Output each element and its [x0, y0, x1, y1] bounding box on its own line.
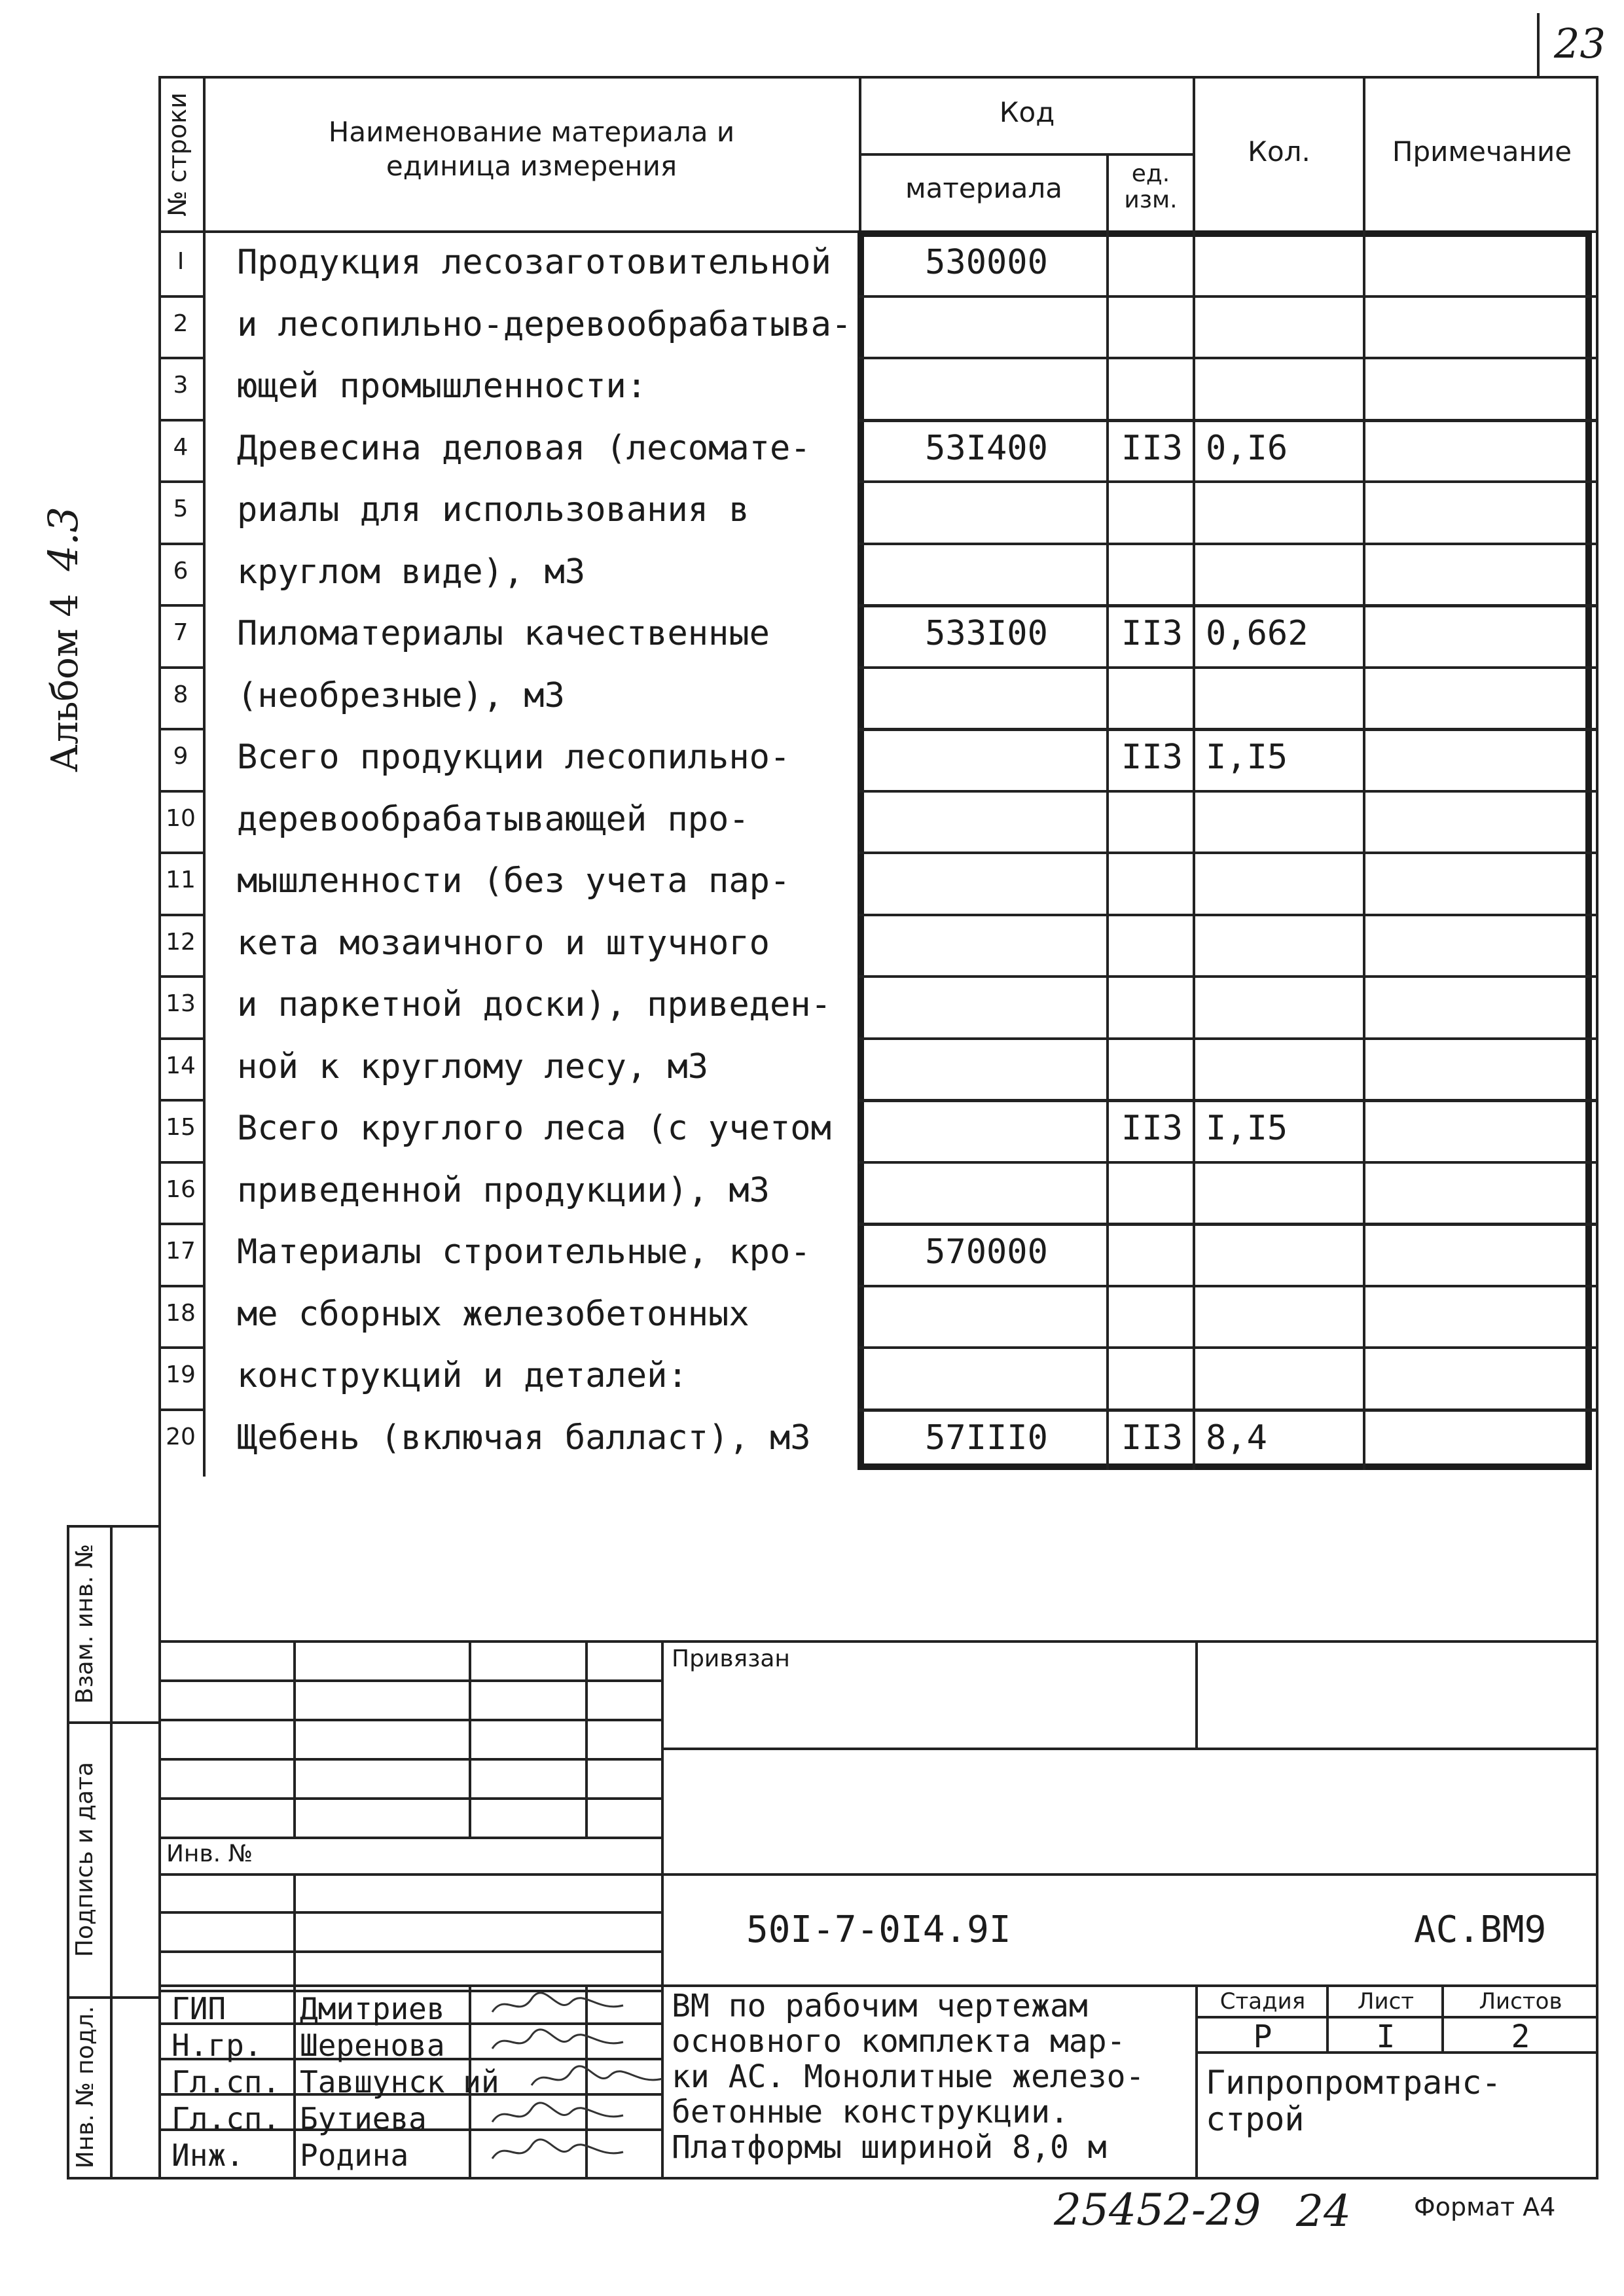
- doc-title-line: бетонные конструкции.: [672, 2094, 1069, 2130]
- signer-name: Бутиева: [300, 2101, 427, 2136]
- material-code: 57III0: [925, 1418, 1048, 1458]
- row-number: I: [177, 248, 185, 276]
- sheet-value: I: [1376, 2018, 1396, 2055]
- organization-line: строй: [1206, 2100, 1305, 2138]
- table-row: [158, 852, 1598, 914]
- table-row: [158, 357, 1598, 419]
- header-code-material: материала: [905, 172, 1062, 204]
- row-number: 9: [173, 743, 189, 770]
- material-code: 570000: [925, 1232, 1048, 1272]
- row-number: 16: [166, 1175, 196, 1203]
- row-number: 3: [173, 372, 189, 399]
- header-qty: Кол.: [1248, 135, 1310, 168]
- material-name: Продукция лесозаготовительной: [237, 243, 831, 283]
- table-row: [158, 1099, 1598, 1161]
- signer-name: Тавшунск ий: [300, 2064, 499, 2100]
- unit-code: II3: [1121, 738, 1183, 778]
- signer-name: Дмитриев: [300, 1991, 445, 2026]
- signer-name: Шеренова: [300, 2028, 445, 2063]
- material-name: кета мозаичного и штучного: [237, 923, 770, 963]
- material-name: деревообрабатывающей про-: [237, 799, 749, 839]
- row-number: 7: [173, 619, 189, 647]
- side-label: [39, 432, 92, 772]
- unit-code: II3: [1121, 428, 1183, 468]
- doc-mark: АС.ВМ9: [1414, 1909, 1547, 1951]
- row-number: 13: [166, 990, 196, 1018]
- album-label-hand: 4.3: [39, 507, 87, 571]
- table-row: [158, 790, 1598, 852]
- row-number: 2: [173, 310, 189, 337]
- row-number: 10: [166, 804, 196, 832]
- material-name: мышленности (без учета пар-: [237, 861, 791, 901]
- material-name: приведенной продукции), м3: [237, 1170, 770, 1210]
- table-row: [158, 1285, 1598, 1347]
- spec-table: [158, 76, 1598, 1477]
- page-number-box: [1537, 13, 1612, 76]
- organization: [1206, 2064, 1502, 2138]
- inv-no-label: Инв. №: [166, 1840, 253, 1867]
- row-number: 14: [166, 1052, 196, 1079]
- signer-name: Родина: [300, 2138, 409, 2173]
- row-number: 11: [166, 867, 196, 894]
- material-name: и лесопильно-деревообрабатыва-: [237, 304, 852, 344]
- material-name: Щебень (включая балласт), м3: [237, 1418, 811, 1458]
- table-row: [158, 914, 1598, 976]
- table-row: [158, 1037, 1598, 1100]
- unit-code: II3: [1121, 1109, 1183, 1149]
- bottom-hand: 24: [1296, 2186, 1351, 2236]
- side-podpis: Подпись и дата: [71, 1761, 98, 1958]
- material-name: ме сборных железобетонных: [237, 1294, 749, 1334]
- row-number: 4: [173, 433, 189, 461]
- material-name: Всего круглого леса (с учетом: [237, 1109, 831, 1149]
- header-row-no: № строки: [163, 92, 192, 217]
- quantity: I,I5: [1206, 738, 1288, 778]
- stage-value: Р: [1253, 2018, 1272, 2055]
- side-vzam: Взам. инв. №: [71, 1543, 98, 1704]
- row-number: 19: [166, 1361, 196, 1389]
- quantity: 0,I6: [1206, 428, 1288, 468]
- row-number: 17: [166, 1238, 196, 1265]
- signer-role: Гл.сп.: [171, 2064, 281, 2100]
- row-number: 15: [166, 1114, 196, 1141]
- table-row: [158, 975, 1598, 1037]
- table-row: [158, 480, 1598, 543]
- table-row: [158, 1223, 1598, 1285]
- table-row: [158, 419, 1598, 481]
- table-row: [158, 543, 1598, 605]
- signer-role: Инж.: [171, 2138, 244, 2173]
- material-name: ной к круглому лесу, м3: [237, 1047, 709, 1086]
- sheets-value: 2: [1511, 2018, 1530, 2055]
- side-strips: [67, 1525, 160, 2179]
- material-name: Пиломатериалы качественные: [237, 614, 770, 654]
- album-label: Альбом 4: [44, 594, 86, 772]
- material-name: ющей промышленности:: [237, 367, 647, 406]
- material-name: (необрезные), м3: [237, 675, 565, 715]
- table-row: [158, 1408, 1598, 1471]
- material-name: конструкций и деталей:: [237, 1356, 688, 1396]
- stage-label: Стадия: [1219, 1988, 1306, 2015]
- signature-scribble: [486, 2022, 630, 2062]
- signature-scribble: [486, 2132, 630, 2172]
- header-code-unit: ед. изм.: [1124, 160, 1178, 213]
- row-number: 6: [173, 557, 189, 584]
- sheets-label: Листов: [1479, 1988, 1562, 2015]
- sheet-label: Лист: [1357, 1988, 1415, 2015]
- doc-title-line: Платформы шириной 8,0 м: [672, 2129, 1107, 2166]
- bottom-number: 25452-29: [1054, 2185, 1261, 2235]
- table-row: [158, 604, 1598, 666]
- format-label: Формат А4: [1414, 2193, 1556, 2221]
- quantity: I,I5: [1206, 1109, 1288, 1149]
- signature-scribble: [486, 1986, 630, 2025]
- table-row: [158, 1346, 1598, 1408]
- material-code: 530000: [925, 243, 1048, 283]
- table-row: [158, 233, 1598, 295]
- title-block: [158, 1477, 1598, 2179]
- row-number: 18: [166, 1299, 196, 1327]
- material-name: риалы для использования в: [237, 490, 749, 530]
- table-row: [158, 728, 1598, 790]
- table-row: [158, 666, 1598, 728]
- material-name: Древесина деловая (лесомате-: [237, 428, 811, 468]
- header-code: Код: [999, 96, 1055, 128]
- material-name: и паркетной доски), приведен-: [237, 985, 831, 1025]
- unit-code: II3: [1121, 614, 1183, 654]
- organization-line: Гипропромтранс-: [1206, 2064, 1502, 2102]
- signer-role: Н.гр.: [171, 2028, 262, 2063]
- table-row: [158, 1161, 1598, 1223]
- doc-title: [672, 1988, 1144, 2165]
- privyazan-label: Привязан: [672, 1645, 790, 1672]
- material-code: 53I400: [925, 428, 1048, 468]
- row-number: 8: [173, 681, 189, 708]
- doc-title-line: основного комплекта мар-: [672, 2023, 1126, 2060]
- row-number: 5: [173, 495, 189, 523]
- table-row: [158, 295, 1598, 357]
- row-number: 20: [166, 1423, 196, 1450]
- quantity: 8,4: [1206, 1418, 1267, 1458]
- material-name: Материалы строительные, кро-: [237, 1232, 811, 1272]
- signer-role: Гл.сп.: [171, 2101, 281, 2136]
- side-inv-podl: Инв. № подл.: [72, 2005, 99, 2169]
- header-name: Наименование материала и единица измерения: [328, 116, 735, 182]
- signature-scribble: [486, 2096, 630, 2135]
- doc-title-line: ки АС. Монолитные железо-: [672, 2058, 1145, 2095]
- material-code: 533I00: [925, 614, 1048, 654]
- page-number: 23: [1554, 20, 1606, 67]
- quantity: 0,662: [1206, 614, 1308, 654]
- signature-scribble: [525, 2059, 669, 2098]
- row-number: 12: [166, 928, 196, 956]
- signer-role: ГИП: [171, 1991, 226, 2026]
- doc-code: 50I-7-0I4.9I: [746, 1909, 1011, 1951]
- material-name: круглом виде), м3: [237, 552, 586, 592]
- header-note: Примечание: [1392, 135, 1572, 168]
- unit-code: II3: [1121, 1418, 1183, 1458]
- doc-title-line: ВМ по рабочим чертежам: [672, 1988, 1088, 2024]
- material-name: Всего продукции лесопильно-: [237, 738, 791, 778]
